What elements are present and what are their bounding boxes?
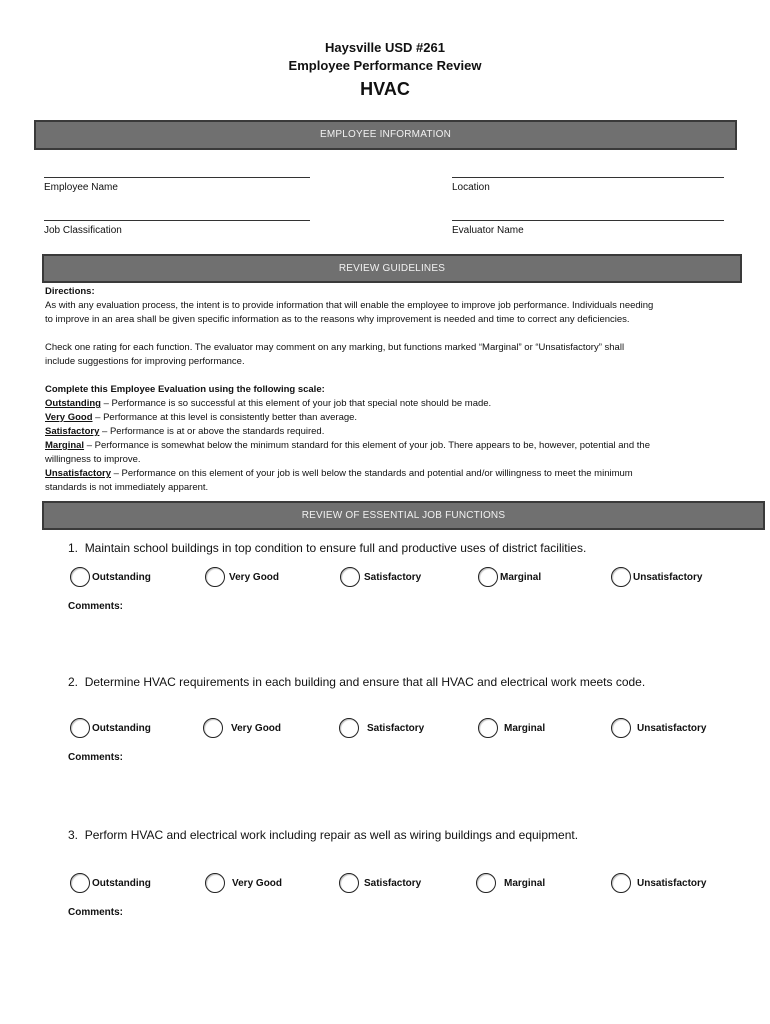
rating-label: Outstanding <box>92 723 151 734</box>
scale-unsatisfactory-cont: standards is not immediately apparent. <box>45 482 209 493</box>
comments-label-2: Comments: <box>68 752 124 763</box>
job-classification-line[interactable] <box>44 220 310 221</box>
document-title: Employee Performance Review <box>288 58 482 73</box>
scale-term: Unsatisfactory <box>45 468 111 479</box>
scale-marginal-cont: willingness to improve. <box>45 454 141 465</box>
scale-satisfactory <box>45 425 735 439</box>
scale-desc: – Performance on this element of your job is well below the standards and potential and/or willingness to meet the minimum <box>111 468 633 479</box>
function-text: Perform HVAC and electrical work including repair as well as wiring buildings and equipment. <box>84 828 579 842</box>
function-3 <box>68 828 578 842</box>
radio-very-good-3[interactable] <box>205 873 225 893</box>
guidelines-text <box>45 285 735 495</box>
rating-label: Outstanding <box>92 572 151 583</box>
rating-label: Unsatisfactory <box>633 572 703 583</box>
function-number: 1. <box>68 541 79 555</box>
radio-very-good-1[interactable] <box>205 567 225 587</box>
rating-label: Satisfactory <box>367 723 425 734</box>
rating-label: Unsatisfactory <box>637 723 707 734</box>
scale-outstanding <box>45 397 735 411</box>
scale-unsatisfactory <box>45 467 735 481</box>
employee-information-banner: EMPLOYEE INFORMATION <box>34 120 737 150</box>
employee-name-line[interactable] <box>44 177 310 178</box>
function-1 <box>68 541 586 555</box>
scale-marginal <box>45 439 735 453</box>
rating-label: Outstanding <box>92 878 151 889</box>
rating-label: Very Good <box>229 572 280 583</box>
radio-satisfactory-2[interactable] <box>339 718 359 738</box>
rating-label: Satisfactory <box>364 572 422 583</box>
comments-label-1: Comments: <box>68 601 124 612</box>
radio-marginal-2[interactable] <box>478 718 498 738</box>
scale-very-good <box>45 411 735 425</box>
rating-label: Satisfactory <box>364 878 422 889</box>
directions-heading: Directions: <box>45 286 95 297</box>
radio-outstanding-3[interactable] <box>70 873 90 893</box>
employee-name-label: Employee Name <box>44 182 118 193</box>
radio-very-good-2[interactable] <box>203 718 223 738</box>
rating-label: Marginal <box>504 878 546 889</box>
rating-label: Marginal <box>504 723 546 734</box>
scale-term: Outstanding <box>45 398 101 409</box>
evaluator-name-label: Evaluator Name <box>452 225 524 236</box>
check-line-1: Check one rating for each function. The evaluator may comment on any marking, but functions marked “Marginal” or “Unsatisfactory” shall <box>45 342 625 353</box>
radio-satisfactory-1[interactable] <box>340 567 360 587</box>
function-number: 2. <box>68 675 79 689</box>
rating-label: Unsatisfactory <box>637 878 707 889</box>
comments-label-3: Comments: <box>68 907 124 918</box>
radio-satisfactory-3[interactable] <box>339 873 359 893</box>
scale-desc: – Performance at this level is consistently better than average. <box>92 412 358 423</box>
job-classification-label: Job Classification <box>44 225 122 236</box>
radio-outstanding-1[interactable] <box>70 567 90 587</box>
directions-line-2: to improve in an area shall be given specific information as to the reasons why improvement is needed and time to correct any deficiencies. <box>45 314 630 325</box>
directions-line-1: As with any evaluation process, the intent is to provide information that will enable the employee to improve job performance. Individuals needing <box>45 300 654 311</box>
district-name: Haysville USD #261 <box>325 40 445 55</box>
scale-desc: – Performance is at or above the standards required. <box>99 426 325 437</box>
scale-term: Satisfactory <box>45 426 100 437</box>
check-line-2: include suggestions for improving performance. <box>45 356 245 367</box>
scale-term: Very Good <box>45 412 93 423</box>
review-guidelines-banner: REVIEW GUIDELINES <box>42 254 742 283</box>
function-text: Maintain school buildings in top condition to ensure full and productive uses of district facilities. <box>84 541 587 555</box>
radio-outstanding-2[interactable] <box>70 718 90 738</box>
rating-label: Very Good <box>231 723 282 734</box>
position-title: HVAC <box>360 79 410 99</box>
scale-heading: Complete this Employee Evaluation using the following scale: <box>45 384 325 395</box>
radio-unsatisfactory-1[interactable] <box>611 567 631 587</box>
rating-label: Very Good <box>232 878 283 889</box>
location-label: Location <box>452 182 490 193</box>
scale-desc: – Performance is so successful at this element of your job that special note should be made. <box>100 398 492 409</box>
function-number: 3. <box>68 828 79 842</box>
scale-term: Marginal <box>45 440 85 451</box>
radio-marginal-3[interactable] <box>476 873 496 893</box>
location-line[interactable] <box>452 177 724 178</box>
evaluator-name-line[interactable] <box>452 220 724 221</box>
function-text: Determine HVAC requirements in each building and ensure that all HVAC and electrical work meets code. <box>84 675 646 689</box>
radio-unsatisfactory-2[interactable] <box>611 718 631 738</box>
essential-functions-banner: REVIEW OF ESSENTIAL JOB FUNCTIONS <box>42 501 765 530</box>
radio-marginal-1[interactable] <box>478 567 498 587</box>
rating-label: Marginal <box>500 572 542 583</box>
scale-desc: – Performance is somewhat below the minimum standard for this element of your job. There appears to be, however, potential and the <box>84 440 650 451</box>
function-2 <box>68 675 645 689</box>
radio-unsatisfactory-3[interactable] <box>611 873 631 893</box>
